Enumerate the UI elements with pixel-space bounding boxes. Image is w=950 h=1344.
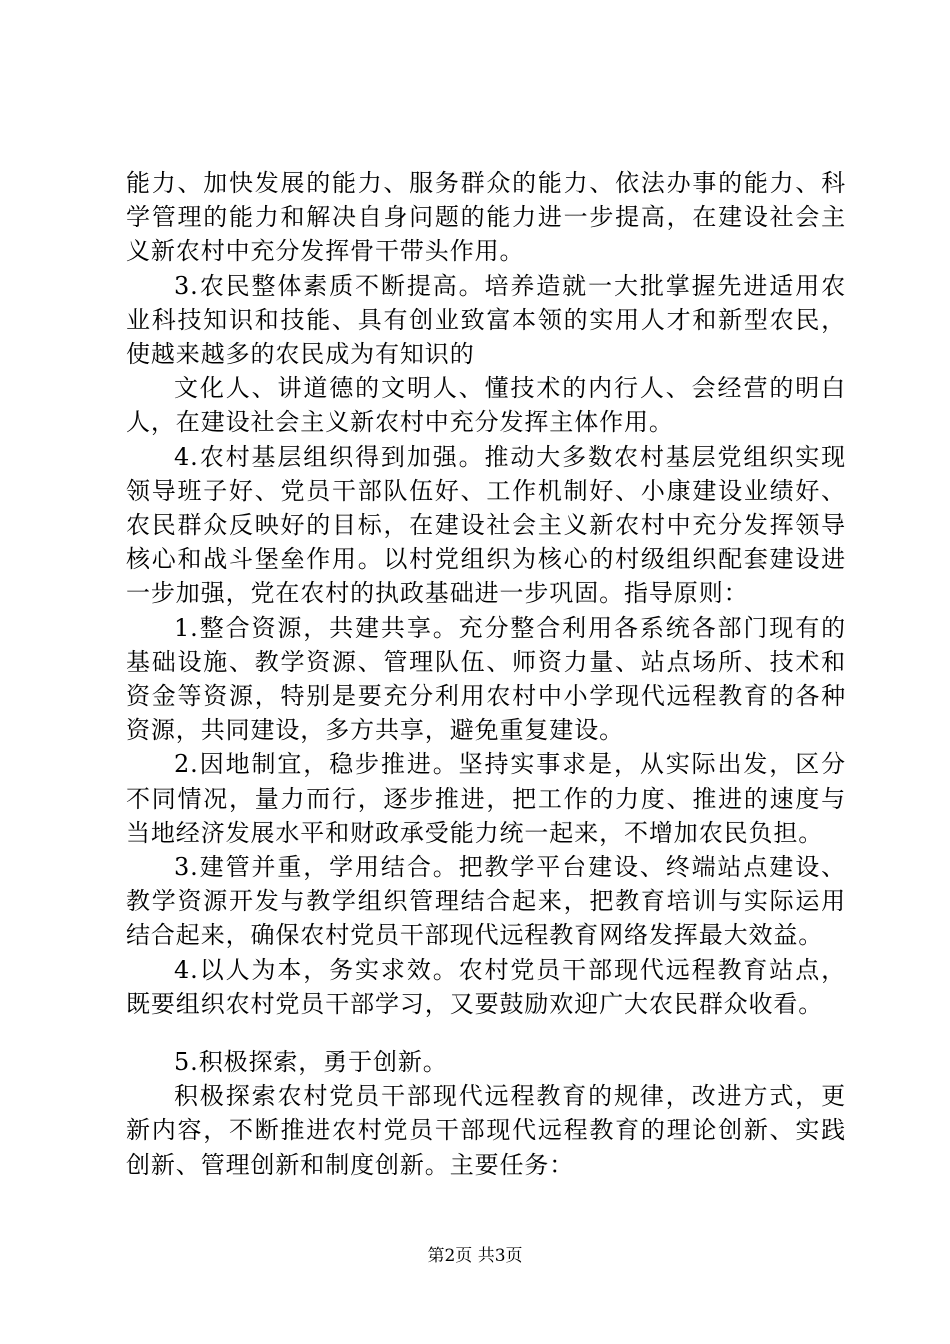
document-body (126, 166, 846, 1182)
paragraph-farmer-quality: 3.农民整体素质不断提高。培养造就一大批掌握先进适用农业科技知识和技能、具有创业致富本领的实用人才和新型农民，使越来越多的农民成为有知识的 (126, 271, 846, 369)
page-number-label: 第2页 共3页 (427, 1246, 523, 1266)
page-footer (0, 1245, 950, 1267)
paragraph-explore: 积极探索农村党员干部现代远程教育的规律，改进方式，更新内容，不断推进农村党员干部现代远程教育的理论创新、实践创新、管理创新和制度创新。主要任务： (126, 1082, 846, 1179)
paragraph-capability: 能力、加快发展的能力、服务群众的能力、依法办事的能力、科学管理的能力和解决自身问题的能力进一步提高，在建设社会主义新农村中充分发挥骨干带头作用。 (126, 169, 846, 266)
paragraph-principle-1: 1.整合资源，共建共享。充分整合利用各系统各部门现有的基础设施、教学资源、管理队伍、师资力量、站点场所、技术和资金等资源，特别是要充分利用农村中小学现代远程教育的各种资源，共同建设，多方共享，避免重复建设。 (126, 613, 846, 745)
paragraph-principle-5: 5.积极探索，勇于创新。 (174, 1048, 448, 1077)
paragraph-spacer (126, 1021, 846, 1045)
paragraph-farmer-quality-cont: 文化人、讲道德的文明人、懂技术的内行人、会经营的明白人，在建设社会主义新农村中充分发挥主体作用。 (126, 374, 846, 437)
paragraph-principle-3: 3.建管并重，学用结合。把教学平台建设、终端站点建设、教学资源开发与教学组织管理结合起来，把教育培训与实际运用结合起来，确保农村党员干部现代远程教育网络发挥最大效益。 (126, 853, 846, 950)
paragraph-grassroots: 4.农村基层组织得到加强。推动大多数农村基层党组织实现领导班子好、党员干部队伍好、工作机制好、小康建设业绩好、农民群众反映好的目标，在建设社会主义新农村中充分发挥领导核心和战斗堡垒作用。以村党组织为核心的村级组织配套建设进一步加强，党在农村的执政基础进一步巩固。指导原则： (126, 442, 846, 608)
paragraph-principle-2: 2.因地制宜，稳步推进。坚持实事求是，从实际出发，区分不同情况，量力而行，逐步推进，把工作的力度、推进的速度与当地经济发展水平和财政承受能力统一起来，不增加农民负担。 (126, 750, 846, 847)
paragraph-principle-4: 4.以人为本，务实求效。农村党员干部现代远程教育站点，既要组织农村党员干部学习，又要鼓励欢迎广大农民群众收看。 (126, 955, 846, 1018)
